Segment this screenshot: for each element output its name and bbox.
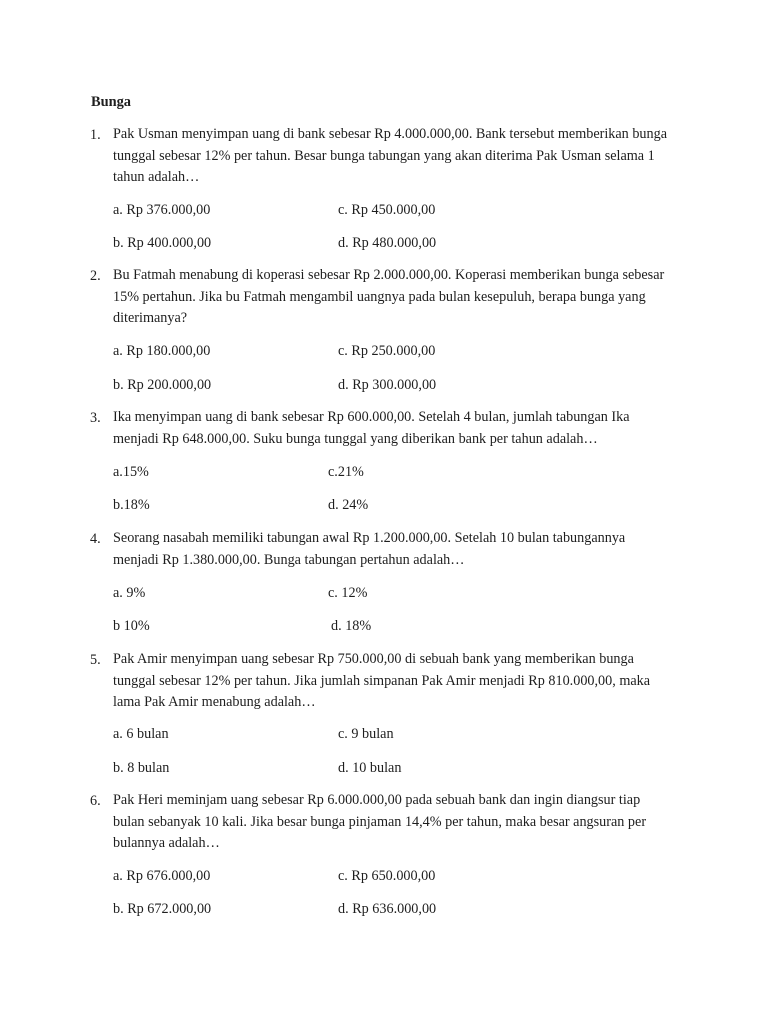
question-6-option-b: b. Rp 672.000,00 — [113, 901, 212, 917]
question-3-option-a: a.15% — [113, 464, 149, 480]
question-2-option-b: b. Rp 200.000,00 — [113, 377, 212, 393]
question-3-option-b: b.18% — [113, 497, 150, 513]
question-1-option-c: c. Rp 450.000,00 — [338, 202, 436, 218]
question-5-option-b: b. 8 bulan — [113, 760, 170, 776]
question-5-option-c: c. 9 bulan — [338, 726, 394, 742]
question-2-option-c: c. Rp 250.000,00 — [338, 343, 436, 359]
question-1-option-d: d. Rp 480.000,00 — [338, 235, 437, 251]
question-4-option-b: b 10% — [113, 618, 150, 634]
question-2-option-d: d. Rp 300.000,00 — [338, 377, 437, 393]
question-5-option-a: a. 6 bulan — [113, 726, 169, 742]
question-1-option-a: a. Rp 376.000,00 — [113, 202, 211, 218]
question-5-option-d: d. 10 bulan — [338, 760, 402, 776]
question-4-option-d: d. 18% — [331, 618, 372, 634]
question-3-option-d: d. 24% — [328, 497, 369, 513]
question-4-text: Seorang nasabah memiliki tabungan awal Rp 1.200.000,00. Setelah 10 bulan tabungannya menjadi Rp 1.380.000,00. Bunga tabungan pertahun adalah… — [113, 530, 626, 568]
question-6-option-a: a. Rp 676.000,00 — [113, 868, 211, 884]
question-1-option-b: b. Rp 400.000,00 — [113, 235, 212, 251]
question-6-option-d: d. Rp 636.000,00 — [338, 901, 437, 917]
question-3-number: 3. — [90, 410, 101, 426]
question-4-number: 4. — [90, 531, 101, 547]
question-5-text: Pak Amir menyimpan uang sebesar Rp 750.000,00 di sebuah bank yang memberikan bunga tunggal sebesar 12% per tahun. Jika jumlah simpanan Pak Amir menjadi Rp 810.000,00, maka lama Pak Amir menabung adalah… — [113, 651, 651, 710]
question-2-option-a: a. Rp 180.000,00 — [113, 343, 211, 359]
question-3-option-c: c.21% — [328, 464, 364, 480]
question-1-text: Pak Usman menyimpan uang di bank sebesar Rp 4.000.000,00. Bank tersebut memberikan bunga tunggal sebesar 12% per tahun. Besar bunga tabungan yang akan diterima Pak Usman selama 1 tahun adalah… — [113, 126, 667, 185]
question-1-number: 1. — [90, 127, 101, 143]
question-6-number: 6. — [90, 793, 101, 809]
question-2-text: Bu Fatmah menabung di koperasi sebesar Rp 2.000.000,00. Koperasi memberikan bunga sebesar 15% pertahun. Jika bu Fatmah mengambil uangnya pada bulan kesepuluh, berapa bunga yang diterimanya? — [113, 267, 665, 326]
question-6-option-c: c. Rp 650.000,00 — [338, 868, 436, 884]
question-4-option-a: a. 9% — [113, 585, 146, 601]
page-title: Bunga — [91, 94, 131, 110]
question-5-number: 5. — [90, 652, 101, 668]
question-4-option-c: c. 12% — [328, 585, 368, 601]
question-3-text: Ika menyimpan uang di bank sebesar Rp 600.000,00. Setelah 4 bulan, jumlah tabungan Ika menjadi Rp 648.000,00. Suku bunga tunggal yang diberikan bank per tahun adalah… — [113, 409, 630, 447]
question-2-number: 2. — [90, 268, 101, 284]
question-6-text: Pak Heri meminjam uang sebesar Rp 6.000.000,00 pada sebuah bank dan ingin diangsur tiap bulan sebanyak 10 kali. Jika besar bunga pinjaman 14,4% per tahun, maka besar angsuran per bulannya adalah… — [113, 792, 647, 851]
